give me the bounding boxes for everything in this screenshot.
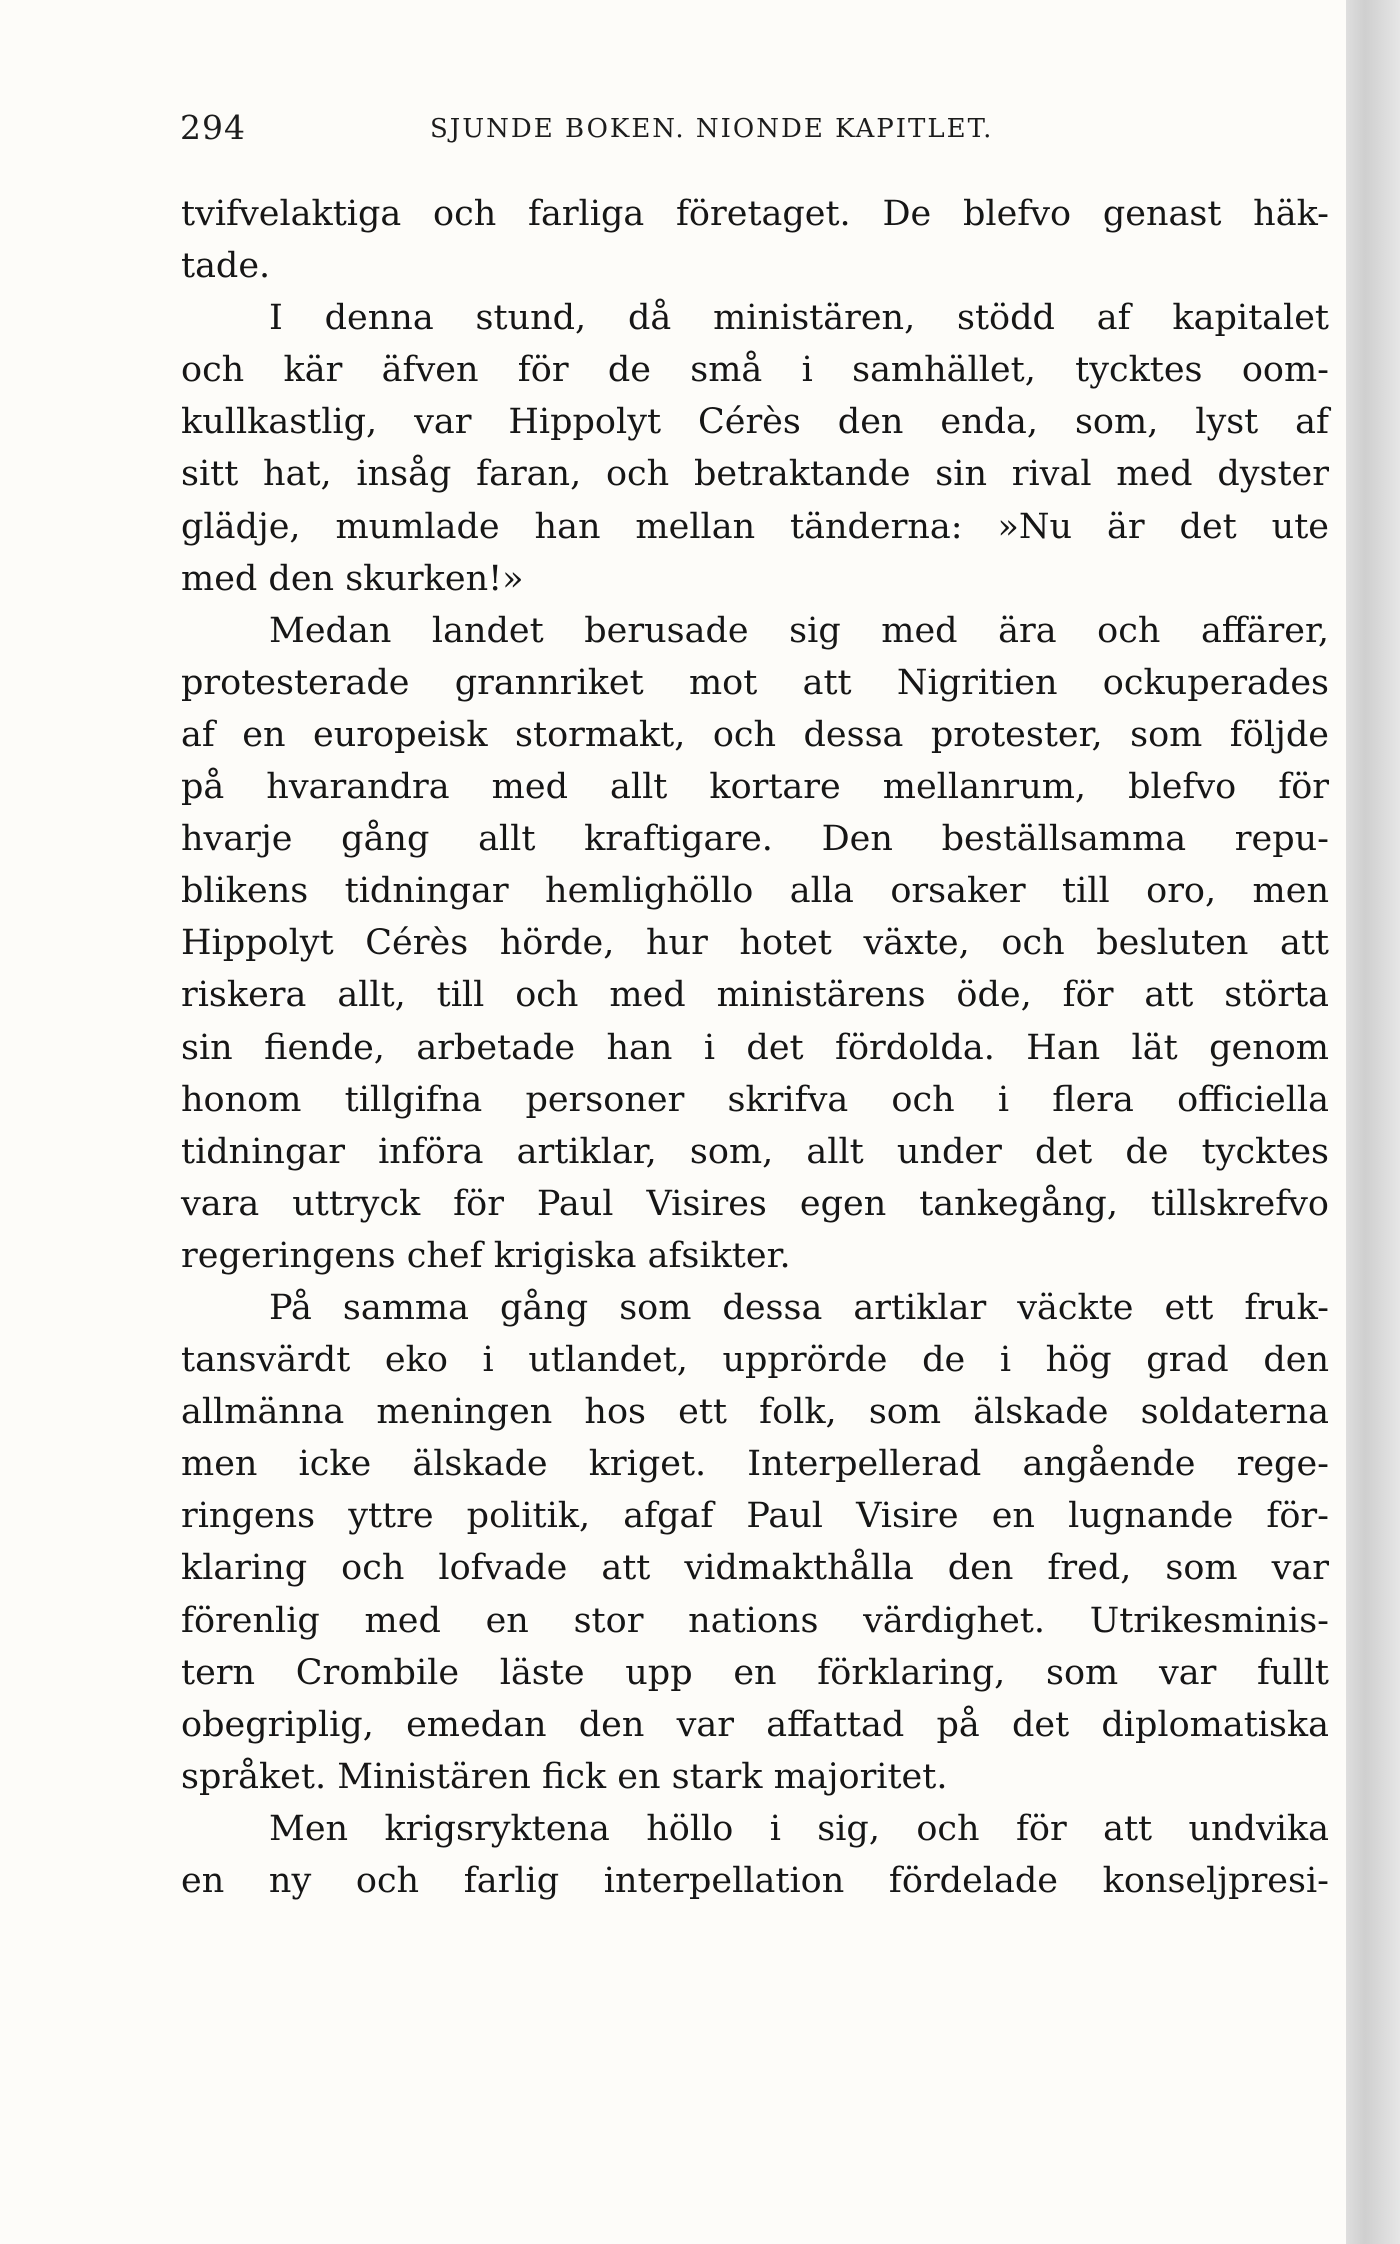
text-line: obegriplig, emedan den var affattad på det diplomatiska [181, 1704, 1329, 1745]
paragraph-start-line: I denna stund, då ministären, stödd af kapitalet [269, 298, 1329, 339]
paragraph-start-line: Men krigsryktena höllo i sig, och för att undvika [269, 1808, 1329, 1849]
text-line: kullkastlig, var Hippolyt Cérès den enda, som, lyst af [181, 402, 1329, 443]
text-line: och kär äfven för de små i samhället, tycktes oom- [181, 350, 1329, 391]
text-line: protesterade grannriket mot att Nigritien ockuperades [181, 662, 1329, 703]
text-line: med den skurken!» [181, 558, 524, 599]
text-line: honom tillgifna personer skrifva och i flera officiella [181, 1079, 1329, 1120]
text-line: regeringens chef krigiska afsikter. [181, 1235, 791, 1276]
page-edge-shadow [1346, 0, 1400, 2244]
text-line: klaring och lofvade att vidmakthålla den fred, som var [181, 1548, 1329, 1589]
text-line: riskera allt, till och med ministärens öde, för att störta [181, 975, 1329, 1016]
running-head: SJUNDE BOKEN. NIONDE KAPITLET. [430, 114, 994, 144]
text-line: blikens tidningar hemlighöllo alla orsaker till oro, men [181, 871, 1329, 912]
text-line: förenlig med en stor nations värdighet. Utrikesminis- [181, 1600, 1329, 1641]
paragraph-start-line: Medan landet berusade sig med ära och affärer, [269, 610, 1329, 651]
text-line: vara uttryck för Paul Visires egen tankegång, tillskrefvo [181, 1183, 1329, 1224]
text-line: allmänna meningen hos ett folk, som älskade soldaterna [181, 1392, 1329, 1433]
text-line: hvarje gång allt kraftigare. Den beställsamma repu- [181, 819, 1329, 860]
text-line: tade. [181, 246, 271, 287]
text-line: en ny och farlig interpellation fördelade konseljpresi- [181, 1861, 1329, 1901]
text-line: på hvarandra med allt kortare mellanrum, blefvo för [181, 767, 1329, 808]
text-line: ringens yttre politik, afgaf Paul Visire en lugnande för- [181, 1496, 1329, 1537]
text-line: tern Crombile läste upp en förklaring, som var fullt [181, 1652, 1329, 1693]
text-line: Hippolyt Cérès hörde, hur hotet växte, och besluten att [181, 923, 1329, 964]
text-line: men icke älskade kriget. Interpellerad angående rege- [181, 1444, 1329, 1485]
text-line: tansvärdt eko i utlandet, upprörde de i hög grad den [181, 1340, 1329, 1381]
body-text [181, 188, 1329, 1907]
text-line: af en europeisk stormakt, och dessa protester, som följde [181, 714, 1329, 755]
text-line: sin fiende, arbetade han i det fördolda. Han lät genom [181, 1027, 1329, 1068]
page-header [180, 108, 1340, 158]
page-number: 294 [180, 108, 246, 147]
text-line: sitt hat, insåg faran, och betraktande sin rival med dyster [181, 454, 1329, 495]
text-line: tidningar införa artiklar, som, allt under det de tycktes [181, 1131, 1329, 1172]
text-line: glädje, mumlade han mellan tänderna: »Nu är det ute [181, 506, 1329, 547]
paragraph-start-line: På samma gång som dessa artiklar väckte ett fruk- [269, 1287, 1329, 1328]
text-line: språket. Ministären fick en stark majoritet. [181, 1756, 948, 1797]
text-line: tvifvelaktiga och farliga företaget. De blefvo genast häk- [181, 194, 1329, 234]
